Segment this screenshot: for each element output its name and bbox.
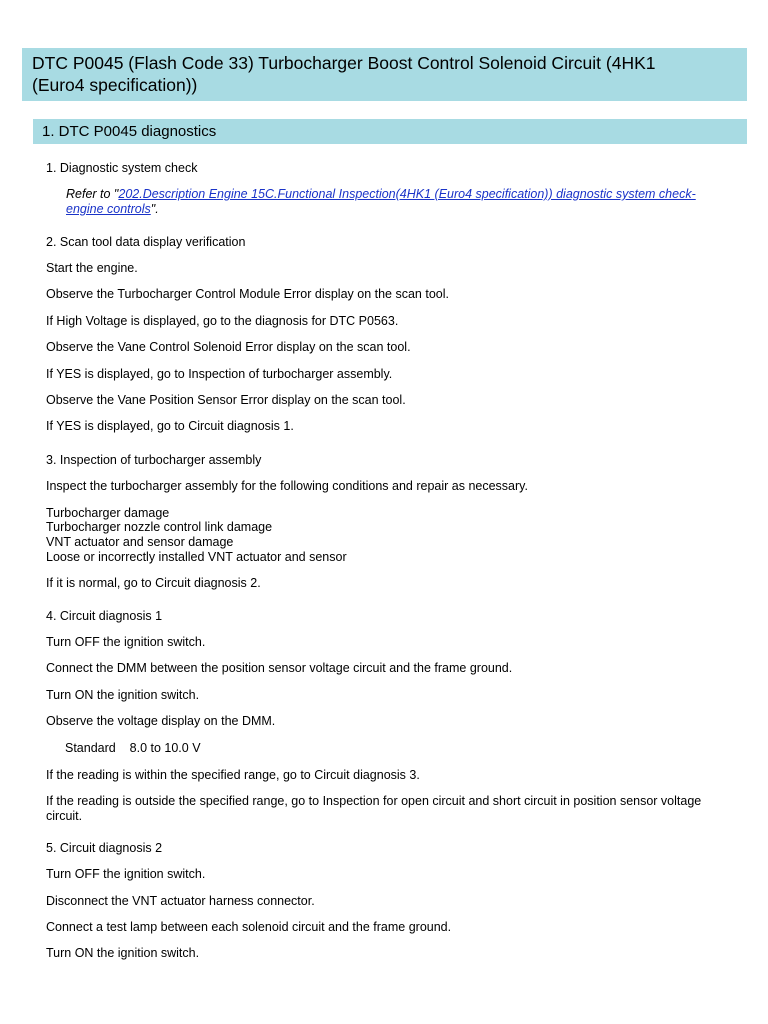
step-3-heading: 3. Inspection of turbocharger assembly: [46, 453, 262, 467]
step-1-heading: 1. Diagnostic system check: [46, 161, 198, 175]
step-5-line: Connect a test lamp between each solenoid circuit and the frame ground.: [46, 920, 452, 934]
step-5-heading: 5. Circuit diagnosis 2: [46, 841, 163, 855]
step-2-line: If YES is displayed, go to Inspection of turbocharger assembly.: [46, 367, 393, 381]
step-5-line: Turn ON the ignition switch.: [46, 946, 200, 960]
condition-item: Turbocharger damage: [46, 506, 170, 520]
page-title: DTC P0045 (Flash Code 33) Turbocharger Boost Control Solenoid Circuit (4HK1 (Euro4 specification)): [22, 48, 747, 101]
step-4-result: If the reading is within the specified range, go to Circuit diagnosis 3.: [46, 768, 420, 782]
step-4-heading: 4. Circuit diagnosis 1: [46, 609, 163, 623]
step-5-line: Turn OFF the ignition switch.: [46, 867, 206, 881]
step-4-line: Turn OFF the ignition switch.: [46, 635, 206, 649]
reference-link[interactable]: 202.Description Engine 15C.Functional Inspection(4HK1 (Euro4 specification)) diagnostic system check-engine controls: [66, 187, 696, 216]
step-4-line: Observe the voltage display on the DMM.: [46, 714, 276, 728]
step-2-line: Observe the Turbocharger Control Module Error display on the scan tool.: [46, 287, 449, 301]
condition-item: Loose or incorrectly installed VNT actuator and sensor: [46, 550, 347, 564]
reference-note: [66, 187, 716, 217]
step-2-line: Observe the Vane Position Sensor Error display on the scan tool.: [46, 393, 406, 407]
step-5-line: Disconnect the VNT actuator harness connector.: [46, 894, 315, 908]
step-2-heading: 2. Scan tool data display verification: [46, 235, 246, 249]
standard-label: Standard: [65, 741, 116, 755]
step-2-line: If YES is displayed, go to Circuit diagnosis 1.: [46, 419, 294, 433]
reference-prefix: Refer to ": [66, 187, 119, 201]
condition-item: VNT actuator and sensor damage: [46, 535, 234, 549]
step-4-line: Connect the DMM between the position sensor voltage circuit and the frame ground.: [46, 661, 513, 675]
step-2-line: Start the engine.: [46, 261, 138, 275]
step-2-line: Observe the Vane Control Solenoid Error display on the scan tool.: [46, 340, 411, 354]
step-3-intro: Inspect the turbocharger assembly for the following conditions and repair as necessary.: [46, 479, 528, 493]
condition-item: Turbocharger nozzle control link damage: [46, 520, 273, 534]
step-4-line: Turn ON the ignition switch.: [46, 688, 200, 702]
standard-spec: [65, 741, 201, 756]
step-4-result: If the reading is outside the specified range, go to Inspection for open circuit and short circuit in position sensor voltage circuit.: [46, 794, 702, 823]
section-heading: 1. DTC P0045 diagnostics: [33, 119, 747, 144]
step-3-outro: If it is normal, go to Circuit diagnosis 2.: [46, 576, 261, 590]
standard-value: 8.0 to 10.0 V: [129, 741, 201, 755]
reference-suffix: ".: [150, 202, 159, 216]
step-2-line: If High Voltage is displayed, go to the diagnosis for DTC P0563.: [46, 314, 399, 328]
